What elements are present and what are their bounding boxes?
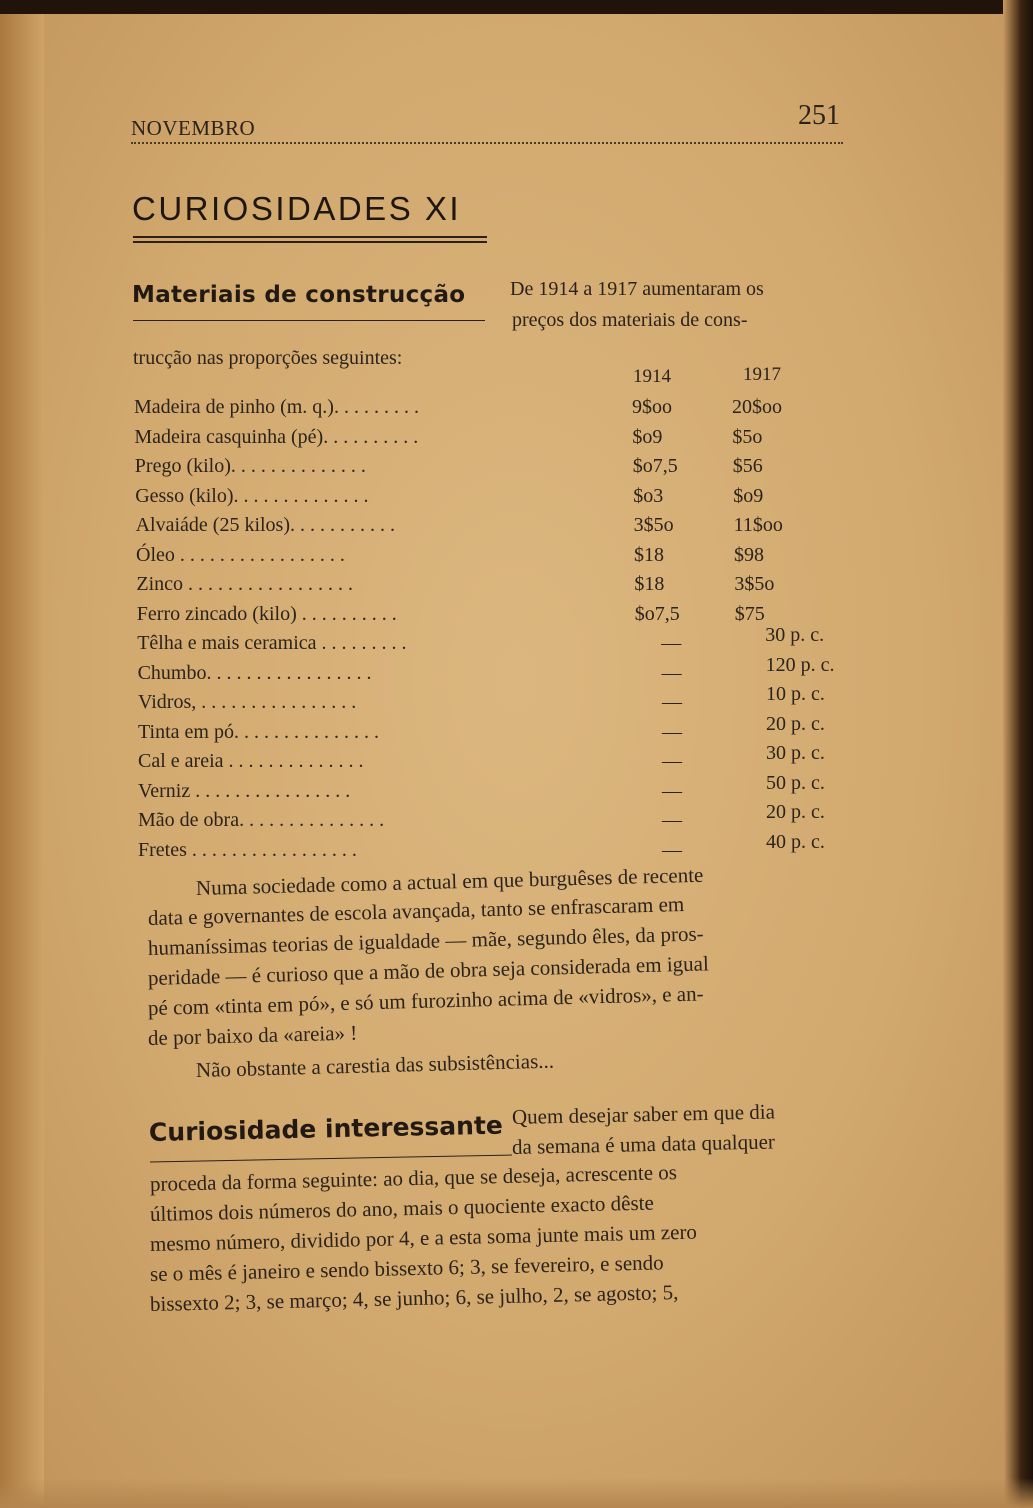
material-label: Gesso (kilo). . . . . . . . . . . . . . bbox=[135, 484, 369, 507]
table-row bbox=[136, 544, 876, 572]
page-title: CURIOSIDADES XI bbox=[132, 190, 462, 227]
price-1914: $o7,5 bbox=[632, 455, 678, 477]
price-1917: $98 bbox=[734, 543, 764, 566]
section-heading-materiais: Materiais de construcção bbox=[132, 282, 466, 308]
price-1917: $o9 bbox=[733, 484, 764, 507]
price-1914: $18 bbox=[634, 573, 665, 595]
scan-top-border bbox=[0, 0, 1033, 14]
table-row bbox=[138, 830, 878, 867]
table-row bbox=[136, 573, 876, 601]
price-1914: $o7,5 bbox=[634, 602, 680, 625]
price-1917: 20$oo bbox=[732, 396, 782, 418]
price-1917: 10 p. c. bbox=[766, 683, 825, 705]
section-heading-curiosidade: Curiosidade interessante bbox=[148, 1110, 504, 1147]
paragraph-line: humaníssimas teorias de igualdade — mãe, segundo êles, da pros- bbox=[147, 921, 704, 960]
intro-line: Quem desejar saber em que dia bbox=[511, 1099, 776, 1129]
material-label: Prego (kilo). . . . . . . . . . . . . . bbox=[134, 455, 366, 477]
paragraph-line: de por baixo da «areia» ! bbox=[147, 1020, 358, 1050]
scan-right-border bbox=[1003, 0, 1033, 1508]
material-label: Madeira casquinha (pé). . . . . . . . . . bbox=[134, 425, 419, 448]
price-1917: $56 bbox=[732, 455, 763, 477]
price-1917: 20 p. c. bbox=[766, 801, 825, 823]
price-1917: 50 p. c. bbox=[766, 771, 825, 794]
intro-line: preços dos materiais de cons- bbox=[512, 309, 748, 331]
paragraph-line: últimos dois números do ano, mais o quociente exacto dêste bbox=[149, 1190, 655, 1226]
price-1914: $o9 bbox=[632, 425, 663, 448]
paragraph-line: Numa sociedade como a actual em que burguêses de recente bbox=[195, 862, 704, 900]
price-1917: 20 p. c. bbox=[766, 712, 825, 735]
column-header-1914: 1914 bbox=[633, 366, 671, 387]
price-1914: $o3 bbox=[633, 484, 664, 507]
price-1914: — bbox=[662, 809, 682, 831]
price-1914: — bbox=[662, 691, 682, 713]
paragraph-line: mesmo número, dividido por 4, e a esta soma junte mais um zero bbox=[149, 1219, 698, 1256]
paragraph-line: pé com «tinta em pó», e só um furozinho acima de «vidros», e an- bbox=[147, 981, 704, 1020]
intro-line: De 1914 a 1917 aumentaram os bbox=[510, 278, 764, 300]
price-1914: 3$5o bbox=[633, 514, 674, 536]
price-1914: — bbox=[661, 661, 682, 684]
material-label: Alvaiáde (25 kilos). . . . . . . . . . . bbox=[135, 514, 395, 536]
material-label: Vidros, . . . . . . . . . . . . . . . . bbox=[138, 691, 357, 713]
intro-line: da semana é uma data qualquer bbox=[511, 1129, 776, 1159]
table-row bbox=[135, 455, 875, 483]
page-number: 251 bbox=[798, 100, 840, 131]
intro-line: trucção nas proporções seguintes: bbox=[133, 347, 403, 369]
price-1917: 40 p. c. bbox=[766, 830, 825, 853]
table-row bbox=[136, 514, 876, 542]
price-1917: 30 p. c. bbox=[765, 624, 825, 646]
paragraph-line: proceda da forma seguinte: ao dia, que se deseja, acrescente os bbox=[149, 1160, 678, 1196]
price-1914: — bbox=[661, 632, 682, 654]
price-1914: 9$oo bbox=[632, 396, 672, 418]
material-label: Tinta em pó. . . . . . . . . . . . . . . bbox=[138, 720, 379, 743]
material-label: Verniz . . . . . . . . . . . . . . . . bbox=[138, 779, 351, 802]
price-1917: 30 p. c. bbox=[766, 742, 825, 764]
paragraph-line: se o mês é janeiro e sendo bissexto 6; 3, se fevereiro, e sendo bbox=[149, 1250, 664, 1286]
paragraph-line: peridade — é curioso que a mão de obra seja considerada em igual bbox=[147, 951, 710, 990]
title-rule bbox=[133, 236, 487, 238]
running-header: NOVEMBRO bbox=[131, 116, 256, 140]
page-left-edge bbox=[0, 0, 44, 1508]
price-1917: 11$oo bbox=[733, 514, 783, 536]
material-label: Óleo . . . . . . . . . . . . . . . . . bbox=[136, 543, 345, 566]
paragraph-line: data e governantes de escola avançada, tanto se enfrascaram em bbox=[147, 891, 685, 930]
table-row bbox=[135, 485, 875, 513]
price-1917: $5o bbox=[732, 425, 763, 448]
price-1914: — bbox=[662, 720, 682, 743]
price-1917: 120 p. c. bbox=[765, 653, 835, 676]
title-rule bbox=[133, 241, 487, 243]
material-label: Cal e areia . . . . . . . . . . . . . . bbox=[138, 750, 364, 772]
material-label: Fretes . . . . . . . . . . . . . . . . . bbox=[138, 838, 357, 861]
material-label: Mão de obra. . . . . . . . . . . . . . . bbox=[138, 809, 385, 831]
material-label: Zinco . . . . . . . . . . . . . . . . . bbox=[136, 573, 354, 595]
price-1914: — bbox=[662, 838, 682, 861]
price-1914: — bbox=[662, 779, 682, 802]
page-bottom-edge bbox=[0, 1478, 1033, 1508]
price-1917: 3$5o bbox=[734, 573, 775, 595]
material-label: Têlha e mais ceramica . . . . . . . . . bbox=[137, 632, 407, 654]
section-heading-rule bbox=[133, 320, 485, 321]
paragraph-line: Não obstante a carestia das subsistências... bbox=[195, 1048, 555, 1082]
table-row bbox=[134, 396, 874, 424]
material-label: Chumbo. . . . . . . . . . . . . . . . . bbox=[137, 661, 372, 684]
material-label: Madeira de pinho (m. q.). . . . . . . . . bbox=[134, 396, 419, 418]
price-1914: $18 bbox=[634, 543, 664, 566]
material-label: Ferro zincado (kilo) . . . . . . . . . . bbox=[136, 602, 397, 625]
header-rule bbox=[131, 142, 843, 144]
column-header-1917: 1917 bbox=[743, 364, 781, 385]
price-1917: $75 bbox=[734, 602, 765, 625]
price-1914: — bbox=[662, 750, 682, 772]
table-row bbox=[134, 426, 874, 454]
paragraph-line: bissexto 2; 3, se março; 4, se junho; 6, se julho, 2, se agosto; 5, bbox=[149, 1280, 679, 1316]
